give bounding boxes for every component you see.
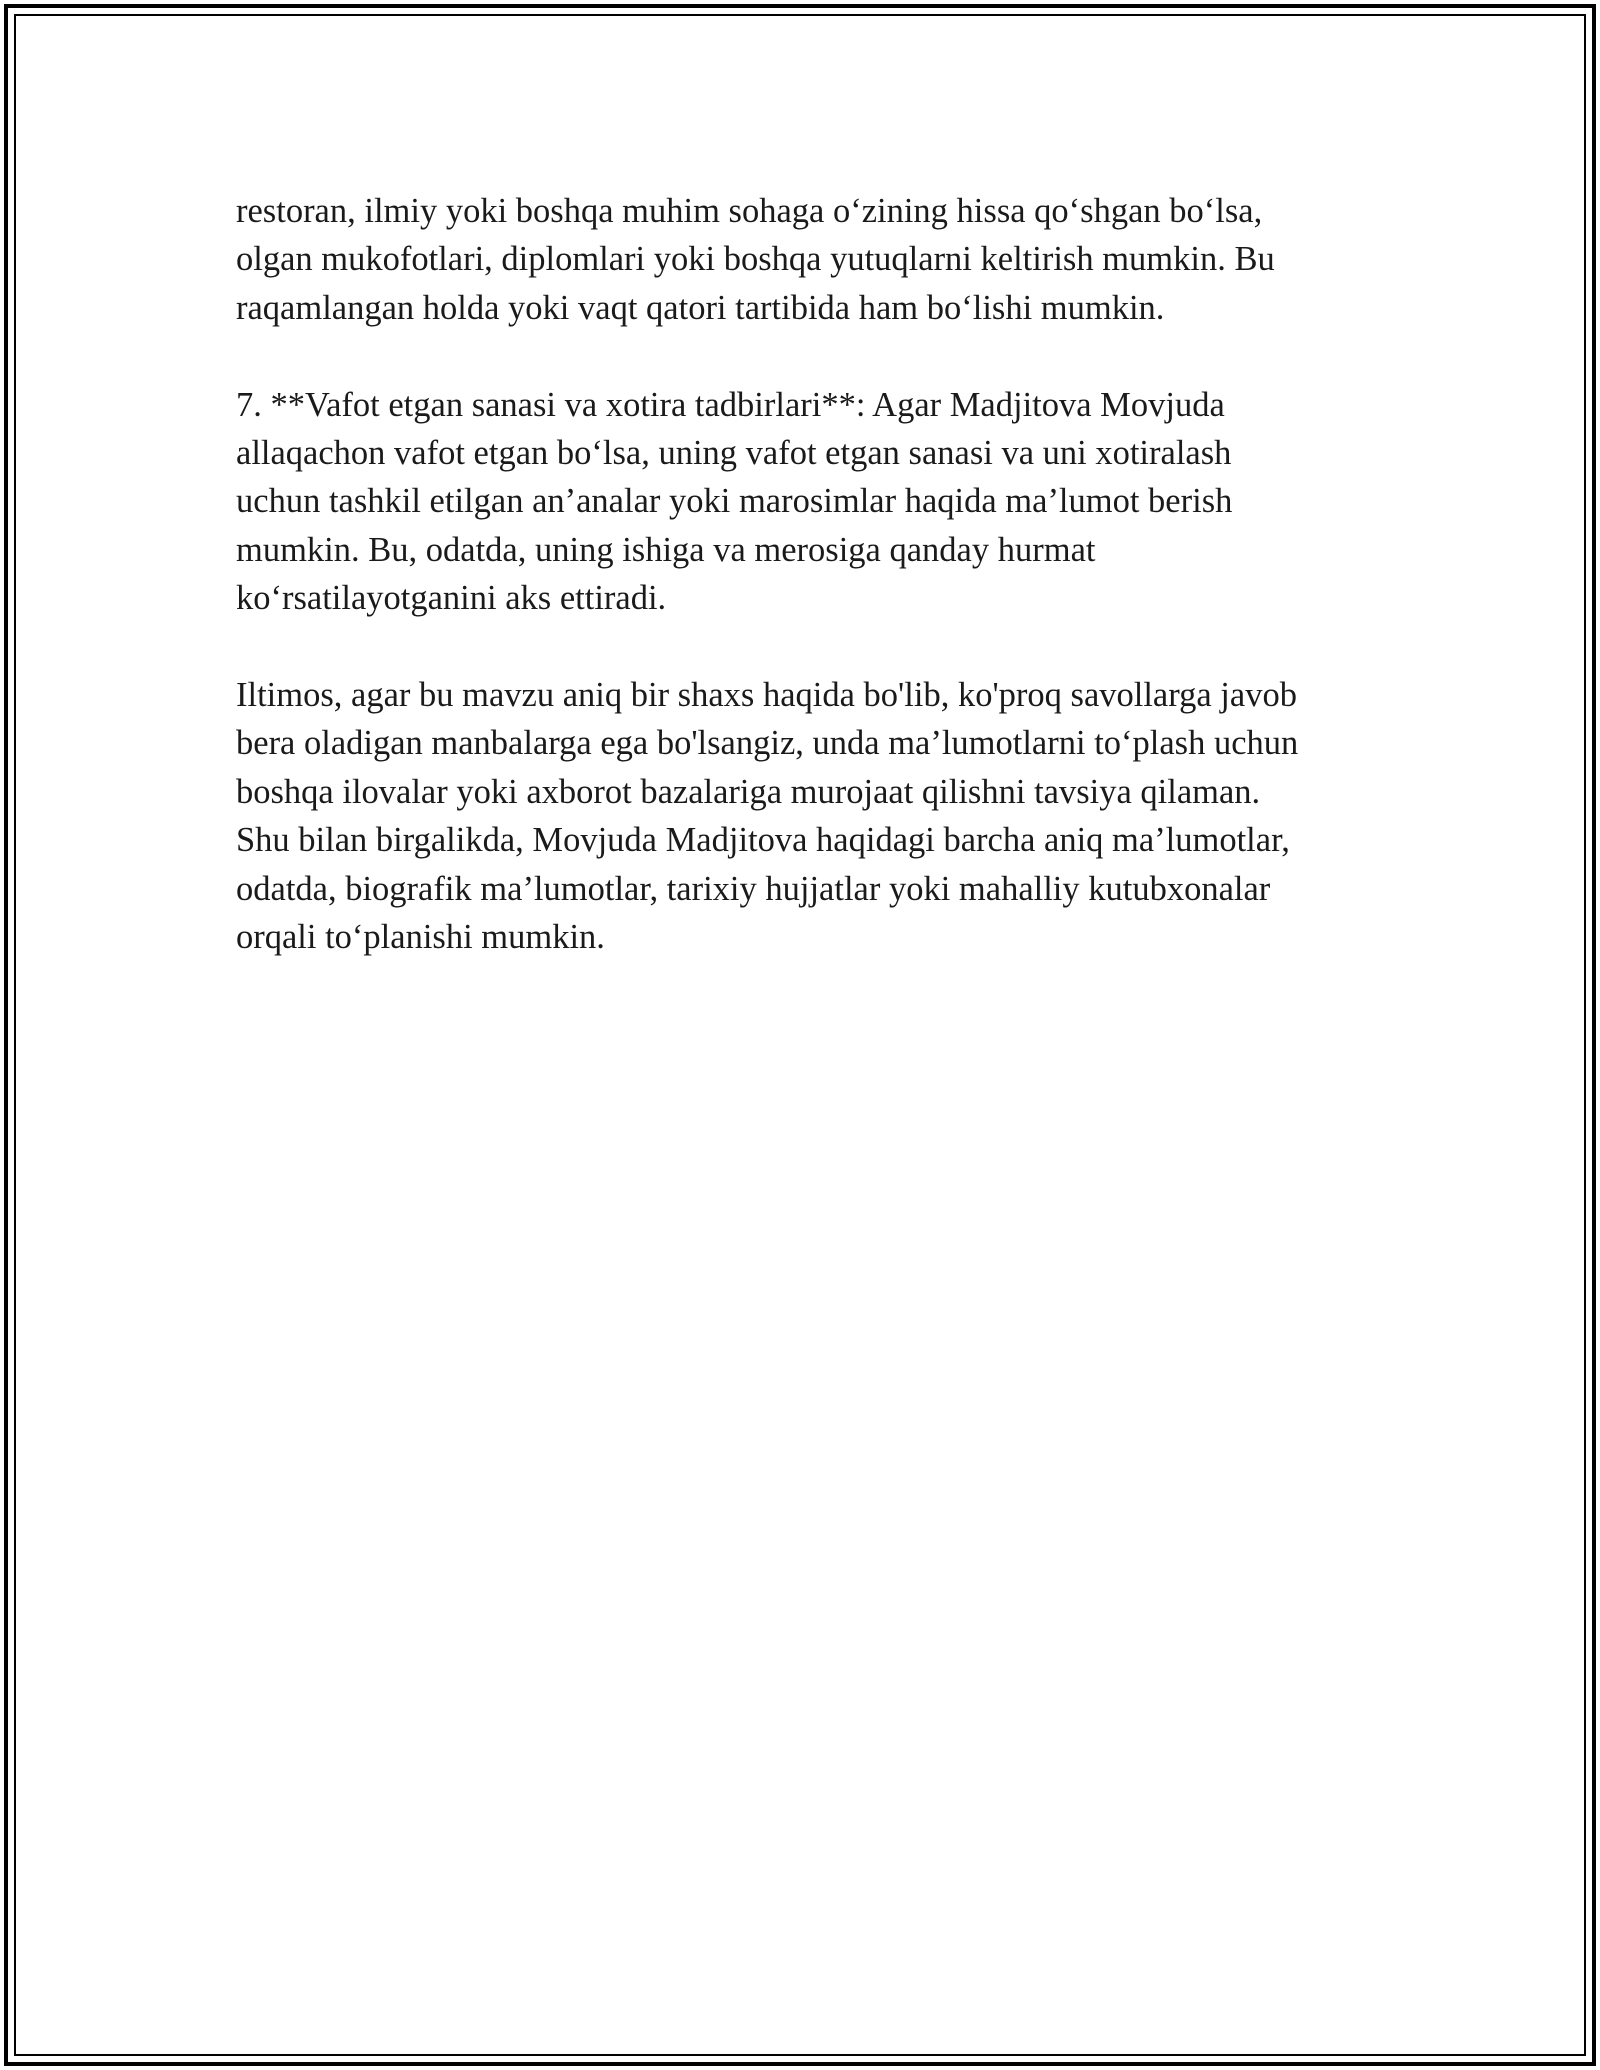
document-body <box>236 187 1416 1010</box>
text-line: ko‘rsatilayotganini aks ettiradi. <box>236 579 667 618</box>
text-line: Shu bilan birgalikda, Movjuda Madjitova haqidagi barcha aniq ma’lumotlar, <box>236 821 1290 860</box>
text-line: Iltimos, agar bu mavzu aniq bir shaxs haqida bo'lib, ko'proq savollarga javob <box>236 676 1297 715</box>
paragraph-closing-note <box>236 671 1416 961</box>
text-line: restoran, ilmiy yoki boshqa muhim sohaga o‘zining hissa qo‘shgan bo‘lsa, <box>236 192 1263 230</box>
paragraph-achievements <box>236 187 1416 332</box>
text-line: allaqachon vafot etgan bo‘lsa, uning vafot etgan sanasi va uni xotiralash <box>236 434 1232 473</box>
text-line: odatda, biografik ma’lumotlar, tarixiy hujjatlar yoki mahalliy kutubxonalar <box>236 869 1271 908</box>
text-line: olgan mukofotlari, diplomlari yoki boshqa yutuqlarni keltirish mumkin. Bu <box>236 240 1275 279</box>
text-line: orqali to‘planishi mumkin. <box>236 918 605 957</box>
text-line: boshqa ilovalar yoki axborot bazalariga murojaat qilishni tavsiya qilaman. <box>236 772 1261 811</box>
text-line: mumkin. Bu, odatda, uning ishiga va merosiga qanday hurmat <box>236 530 1096 569</box>
text-line: uchun tashkil etilgan an’analar yoki marosimlar haqida ma’lumot berish <box>236 482 1233 521</box>
text-line: bera oladigan manbalarga ega bo'lsangiz, unda ma’lumotlarni to‘plash uchun <box>236 724 1299 763</box>
paragraph-death-memorial <box>236 381 1416 623</box>
text-line: raqamlangan holda yoki vaqt qatori tartibida ham bo‘lishi mumkin. <box>236 288 1165 327</box>
text-line: 7. **Vafot etgan sanasi va xotira tadbirlari**: Agar Madjitova Movjuda <box>236 385 1225 424</box>
